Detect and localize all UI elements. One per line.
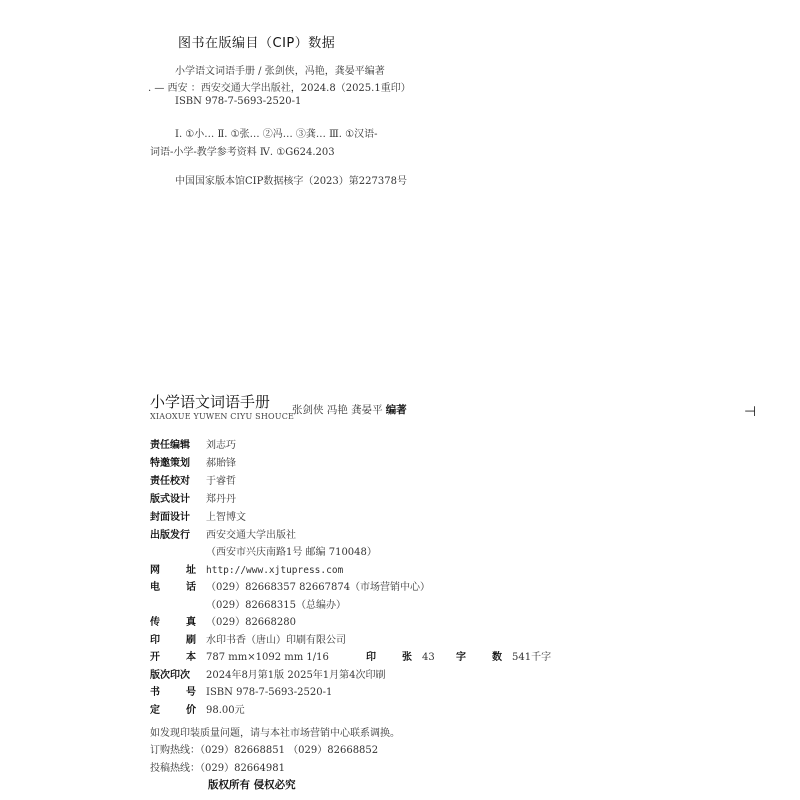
spec-words-label: 字 数 [456,652,502,663]
spec-sheets-label: 印 张 [366,652,412,663]
credit-row-isbn [150,683,332,698]
credit-row-website [150,561,343,576]
crop-mark-icon: ⊣ [744,404,757,420]
credit-value: 98.00元 [206,705,245,716]
credit-value: （029）82668357 82667874（市场营销中心） [206,582,431,593]
submission-hotline: 投稿热线：（029）82664981 [150,763,285,774]
cip-line-isbn: ISBN 978-7-5693-2520-1 [175,96,302,107]
cip-line-classification-cont: 词语-小学-教学参考资料 Ⅳ. ①G624.203 [150,147,335,158]
credit-row-planner [150,454,236,469]
credit-label: 责任编辑 [150,440,190,451]
book-title: 小学语文词语手册 [150,393,271,411]
spec-sheets-value: 43 [422,652,435,663]
cip-line-classification: Ⅰ. ①小… Ⅱ. ①张… ②冯… ③龚… Ⅲ. ①汉语- [175,129,378,140]
credit-value: （029）82668315（总编办） [206,600,346,611]
credit-label: 书 号 [150,687,196,698]
credit-row-fax [150,613,296,628]
website-link[interactable]: http://www.xjtupress.com [206,565,344,576]
book-pinyin-title: XIAOXUE YUWEN CIYU SHOUCE [150,412,295,421]
credit-label: 版式设计 [150,494,190,505]
credit-value: 西安交通大学出版社 [206,530,296,541]
copyright-notice: 版权所有 侵权必究 [208,779,296,791]
credit-row-phone [150,578,430,593]
book-authors [292,402,407,417]
quality-notice: 如发现印装质量问题，请与本社市场营销中心联系调换。 [150,728,400,739]
order-hotline: 订购热线：（029）82668851 （029）82668852 [150,745,379,756]
credit-row-layout-design [150,490,236,505]
credit-row-printer [150,631,346,646]
spec-format-label: 开 本 [150,652,196,663]
specs-row [150,648,551,663]
author-role: 编著 [385,404,407,416]
credit-label: 印 刷 [150,635,196,646]
credit-row-proofreader [150,472,236,487]
credit-value: 刘志巧 [206,440,236,451]
credit-value: 郑丹丹 [206,494,236,505]
credit-value: （029）82668280 [206,617,296,628]
credit-row-edition [150,666,386,681]
credit-row-price [150,701,245,716]
credit-value: 郝貽锋 [206,458,236,469]
spec-format-value: 787 mm×1092 mm 1/16 [206,652,329,663]
cip-line-title: 小学语文词语手册 / 张剑侠，冯艳，龚晏平编著 [175,66,385,77]
credit-value: 水印书香（唐山）印刷有限公司 [206,635,346,646]
credit-label: 定 价 [150,705,196,716]
credit-row-publisher-address [150,543,377,558]
credit-value: 上智博文 [206,512,246,523]
credit-row-publisher [150,526,296,541]
credit-value: 于睿哲 [206,476,236,487]
credit-label: 传 真 [150,617,196,628]
credit-row-cover-design [150,508,246,523]
credit-label: 特邀策划 [150,458,190,469]
credit-value: 2024年8月第1版 2025年1月第4次印刷 [206,670,386,681]
credit-label: 网 址 [150,565,196,576]
author-names: 张剑侠 冯艳 龚晏平 [292,404,383,416]
cip-line-publisher: . — 西安 ：西安交通大学出版社，2024.8（2025.1重印） [148,83,411,94]
credit-row-editor [150,436,236,451]
credit-value: （西安市兴庆南路1号 邮编 710048） [206,547,377,558]
credit-label: 封面设计 [150,512,190,523]
cip-heading: 图书在版编目（CIP）数据 [178,36,336,51]
credit-label: 版次印次 [150,670,190,681]
credit-label: 责任校对 [150,476,190,487]
credit-row-phone-2 [150,596,346,611]
cip-line-record-number: 中国国家版本馆CIP数据核字（2023）第227378号 [175,176,407,187]
credit-label: 电 话 [150,582,196,593]
spec-words-value: 541千字 [512,652,552,663]
credit-value: ISBN 978-7-5693-2520-1 [206,687,333,698]
credit-label: 出版发行 [150,530,190,541]
